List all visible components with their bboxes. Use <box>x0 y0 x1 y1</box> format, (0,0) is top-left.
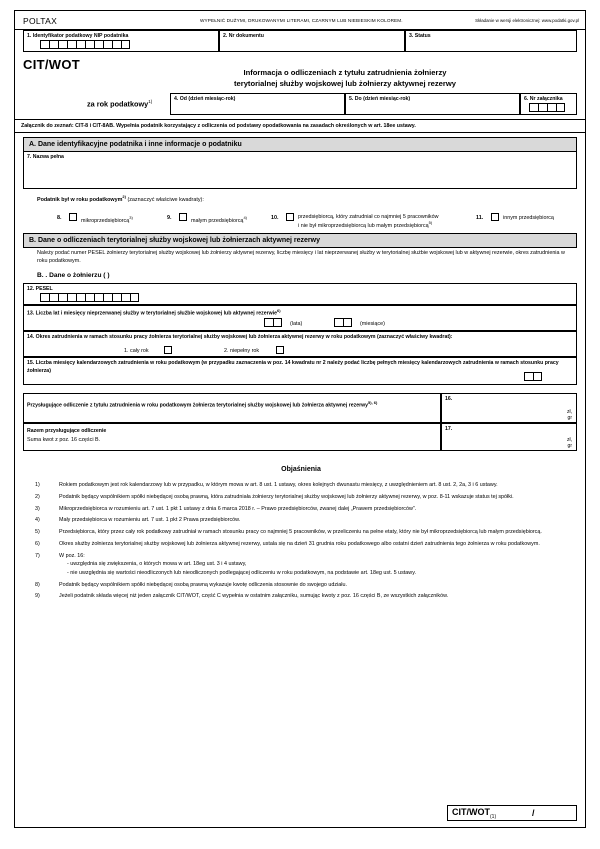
nip-boxes[interactable] <box>40 40 130 49</box>
row-17-value-box[interactable] <box>441 423 577 451</box>
electronic-submission-note: Składanie w wersji elektronicznej: www.podatki.gov.pl <box>475 18 579 23</box>
field-attachment-number[interactable] <box>520 93 577 115</box>
field-service-duration-text: 13. Liczba lat i miesięcy nieprzerwanej służby w terytorialnej służbie wojskowej lub aktywnej rezerwie <box>27 310 277 317</box>
service-months-boxes[interactable] <box>334 318 352 327</box>
field-months-of-employment[interactable] <box>23 357 577 385</box>
explanation-number: 7) <box>35 552 40 559</box>
checkbox-mikroprzedsiebiorca[interactable] <box>69 213 77 221</box>
explanation-number: 5) <box>35 529 40 536</box>
form-code-title: CIT/WOT <box>23 57 80 72</box>
explanation-item <box>35 505 575 514</box>
row-17-currency-zl: zł, <box>567 437 572 443</box>
explanation-text: Mikroprzedsiębiorca w rozumieniu art. 7 ust. 1 pkt 1 ustawy z dnia 6 marca 2018 r. – Prawo przedsiębiorców, zwanej dalej „Prawem przedsiębiorców”. <box>59 505 417 512</box>
option-8-sup: 3) <box>129 215 133 220</box>
service-months-unit: (miesiące) <box>360 321 385 327</box>
explanation-subitem: - uwzględnia się zwiększenia, o których mowa w art. 18eg ust. 3 i 4 ustawy, <box>67 561 247 568</box>
section-b-note: Należy podać numer PESEL żołnierzy terytorialnej służby wojskowej lub żołnierzy aktywnej rezerwy, liczbę miesięcy i lat nieprzerwanej służby w terytorialnej służbie wojskowej lub w aktywnej rezerwie, okres zatrudnienia w roku podatkowym. <box>37 250 565 264</box>
row-17-currency-gr: gr <box>567 443 572 449</box>
option-9-text: małym przedsiębiorcą <box>191 217 244 224</box>
row-16-label-text: Przysługujące odliczenie z tytułu zatrudnienia w roku podatkowym żołnierza terytorialnej służby wojskowej lub żołnierza aktywnej rezerwy <box>27 402 369 409</box>
explanation-item <box>35 592 575 601</box>
explanation-text: Jeżeli podatnik składa więcej niż jeden załącznik CIT/WOT, część C wypełnia w ostatnim załączniku, sumując kwoty z poz. 16 części B, ze wszystkich załączników. <box>59 593 449 600</box>
explanation-number: 6) <box>35 540 40 547</box>
field-status-label: 3. Status <box>409 33 431 39</box>
option-9-sup: 4) <box>243 215 247 220</box>
year-row <box>15 93 585 115</box>
field-pesel-label: 12. PESEL <box>27 286 53 292</box>
explanation-text: Okres służby żołnierza terytorialnej służby wojskowej lub żołnierza aktywnej rezerwy, ustala się na dzień 31 grudnia roku podatkowego albo ostatni dzień zatrudnienia tego żołnierza w roku podatkowym. <box>59 540 540 547</box>
tax-year-label <box>87 99 152 108</box>
checkbox-niepelny-rok[interactable] <box>276 346 284 354</box>
field-full-name[interactable] <box>23 151 577 189</box>
row-16-label-box <box>23 393 441 423</box>
form-sheet <box>14 10 586 828</box>
option-10-sup: 5) <box>428 220 433 225</box>
option-9-number: 9. <box>167 215 172 221</box>
explanation-subitem: - nie uwzględnia się wartości nieodliczonych lub nieodliczonych podlegającej odliczeniu w roku podatkowym, na podstawie art. 18eg ust. 5 ustawy. <box>67 569 416 576</box>
field-document-number-label: 2. Nr dokumentu <box>223 33 264 39</box>
explanation-item <box>35 540 575 549</box>
months-of-employment-boxes[interactable] <box>524 372 542 381</box>
fill-instruction: WYPEŁNIĆ DUŻYMI, DRUKOWANYMI LITERAMI, CZARNYM LUB NIEBIESKIM KOLOREM. <box>200 18 403 23</box>
field-service-duration-label <box>24 306 576 317</box>
status-question-tail: (zaznaczyć właściwe kwadraty): <box>127 196 204 203</box>
explanation-text: Podatnik będący wspólnikiem spółki niebędącej osobą prawną wykazuje kwotę odliczenia stosownie do swojego udziału. <box>59 581 347 588</box>
section-a-heading: A. Dane identyfikacyjne podatnika i inne informacje o podatniku <box>23 137 577 152</box>
option-8-label <box>81 215 133 224</box>
identification-row <box>15 30 585 52</box>
explanation-item <box>35 552 575 578</box>
explanation-item <box>35 581 575 590</box>
field-nip[interactable] <box>23 30 219 52</box>
field-employment-period-label: 14. Okres zatrudnienia w ramach stosunku pracy żołnierza terytorialnej służby wojskowej lub żołnierza aktywnej rezerwy w roku podatkowym (zaznaczyć właściwy kwadrat): <box>27 334 453 340</box>
poltax-logo: POLTAX <box>23 16 58 26</box>
status-question <box>37 194 204 203</box>
option-11-number: 11. <box>476 215 484 221</box>
employment-option-2-label: 2. niepełny rok <box>224 348 260 354</box>
explanation-number: 1) <box>35 482 40 488</box>
employment-option-1-label: 1. cały rok <box>124 348 149 354</box>
row-16-number: 16. <box>445 396 453 402</box>
row-16-label <box>24 394 440 410</box>
explanation-number: 9) <box>35 593 40 600</box>
attachment-note: Załącznik do zeznań: CIT-8 i CIT-8AB. Wypełnia podatnik korzystający z odliczenia od podstawy opodatkowania na zasadach określonych w art. 18ee ustawy. <box>15 119 585 133</box>
section-b-heading: B. Dane o odliczeniach terytorialnej służby wojskowej lub żołnierzach aktywnej rezerwy <box>23 233 577 248</box>
field-nip-label: 1. Identyfikator podatkowy NIP podatnika <box>27 33 129 39</box>
explanations-title: Objaśnienia <box>281 466 321 473</box>
option-11-label: innym przedsiębiorcą <box>503 215 554 221</box>
row-17-sublabel: Suma kwot z poz. 16 części B. <box>27 437 101 443</box>
field-document-number[interactable] <box>219 30 405 52</box>
field-employment-period[interactable] <box>23 331 577 357</box>
status-question-sup: 2) <box>122 194 126 199</box>
field-service-duration[interactable] <box>23 305 577 331</box>
explanation-number: 4) <box>35 517 40 524</box>
explanation-item <box>35 528 575 537</box>
row-17-label: Razem przysługujące odliczenie <box>27 428 107 434</box>
explanation-text: Mały przedsiębiorca w rozumieniu art. 7 ust. 1 pkt 2 Prawa przedsiębiorców. <box>59 517 241 524</box>
row-17-number: 17. <box>445 426 453 432</box>
row-16-value-box[interactable] <box>441 393 577 423</box>
field-attachment-number-label: 6. Nr załącznika <box>524 96 563 102</box>
tax-year-label-text: za rok podatkowy <box>87 99 149 109</box>
pesel-boxes[interactable] <box>40 293 139 302</box>
footer-form-code <box>447 805 577 821</box>
option-8-text: mikroprzedsiębiorcą <box>81 217 130 224</box>
field-date-to[interactable] <box>345 93 520 115</box>
row-16-sup: 5), 6) <box>368 400 378 405</box>
explanation-number: 2) <box>35 493 40 500</box>
explanation-item <box>35 493 575 502</box>
explanation-number: 3) <box>35 505 40 512</box>
explanation-text: W poz. 16: <box>59 552 85 559</box>
row-16-currency-zl: zł, <box>567 409 572 415</box>
field-pesel[interactable] <box>23 283 577 305</box>
explanation-text: Przedsiębiorca, który przez cały rok podatkowy zatrudniał w ramach stosunku pracy co najmniej 5 pracowników, w przeliczeniu na pełne etaty, który nie był mikroprzedsiębiorcą lub małym przedsiębiorcą. <box>59 529 542 536</box>
service-years-boxes[interactable] <box>264 318 282 327</box>
row-16-currency-gr: gr <box>567 415 572 421</box>
field-months-of-employment-label: 15. Liczba miesięcy kalendarzowych zatrudnienia w roku podatkowym (w przypadku zaznaczenia w poz. 14 kwadratu nr 2 należy podać liczbę pełnych miesięcy kalendarzowych zatrudnienia w ramach stosunku pracy żołnierza) <box>27 360 559 374</box>
explanation-text: Rokiem podatkowym jest rok kalendarzowy lub w przypadku, w którym mowa w art. 8 ust. 1 ustawy, okres kolejnych dwunastu miesięcy, z uwzględnieniem art. 8 ust. 2, 2a, 3 i 6 ustawy. <box>59 482 498 488</box>
top-bar <box>15 11 585 30</box>
document-title-line2: terytorialnej służby wojskowej lub żołnierzy aktywnej rezerwy <box>234 79 456 88</box>
field-status[interactable] <box>405 30 577 52</box>
explanations-list <box>35 481 575 604</box>
service-years-unit: (lata) <box>290 321 303 327</box>
document-title-line1: Informacja o odliczeniach z tytułu zatrudnienia żołnierzy <box>243 68 447 77</box>
option-10-text2: i nie był mikroprzedsiębiorcą lub małym przedsiębiorcą <box>298 222 429 229</box>
document-title <box>135 67 555 89</box>
explanation-number: 8) <box>35 581 40 588</box>
option-10-label <box>298 214 473 229</box>
field-full-name-label: 7. Nazwa pełna <box>27 154 64 160</box>
checkbox-inny-przedsiebiorca[interactable] <box>491 213 499 221</box>
footer-code-sub: (1) <box>490 813 497 820</box>
field-date-from-label: 4. Od (dzień miesiąc-rok) <box>174 96 236 102</box>
footer-code: CIT/WOT <box>452 806 490 817</box>
option-9-label <box>191 215 247 224</box>
status-question-text: Podatnik był w roku podatkowym <box>37 196 123 203</box>
field-date-to-label: 5. Do (dzień miesiąc-rok) <box>349 96 411 102</box>
row-17-label-box <box>23 423 441 451</box>
footer-slash: / <box>532 808 535 818</box>
option-10-text: przedsiębiorcą, który zatrudniał co najmniej 5 pracowników <box>298 214 439 220</box>
tax-year-label-sup: 1) <box>148 99 153 104</box>
explanation-item <box>35 516 575 525</box>
explanation-text: Podatnik będący wspólnikiem spółki niebędącej osobą prawną, która zatrudniała żołnierzy terytorialnej służby wojskowej lub żołnierzy aktywnej rezerwy, w poz. 8-11 wskazuje status tej spółki. <box>59 493 514 500</box>
checkbox-przedsiebiorca-5-pracownikow[interactable] <box>286 213 294 221</box>
checkbox-caly-rok[interactable] <box>164 346 172 354</box>
checkbox-maly-przedsiebiorca[interactable] <box>179 213 187 221</box>
field-date-from[interactable] <box>170 93 345 115</box>
option-8-number: 8. <box>57 215 62 221</box>
explanation-item <box>35 481 575 490</box>
section-b-subheading: B. . Dane o żołnierzu ( ) <box>37 272 110 279</box>
attachment-number-boxes[interactable] <box>529 103 565 112</box>
option-10-number: 10. <box>271 215 279 221</box>
field-service-duration-sup: 6) <box>276 308 281 313</box>
footer-code-text <box>448 807 496 820</box>
